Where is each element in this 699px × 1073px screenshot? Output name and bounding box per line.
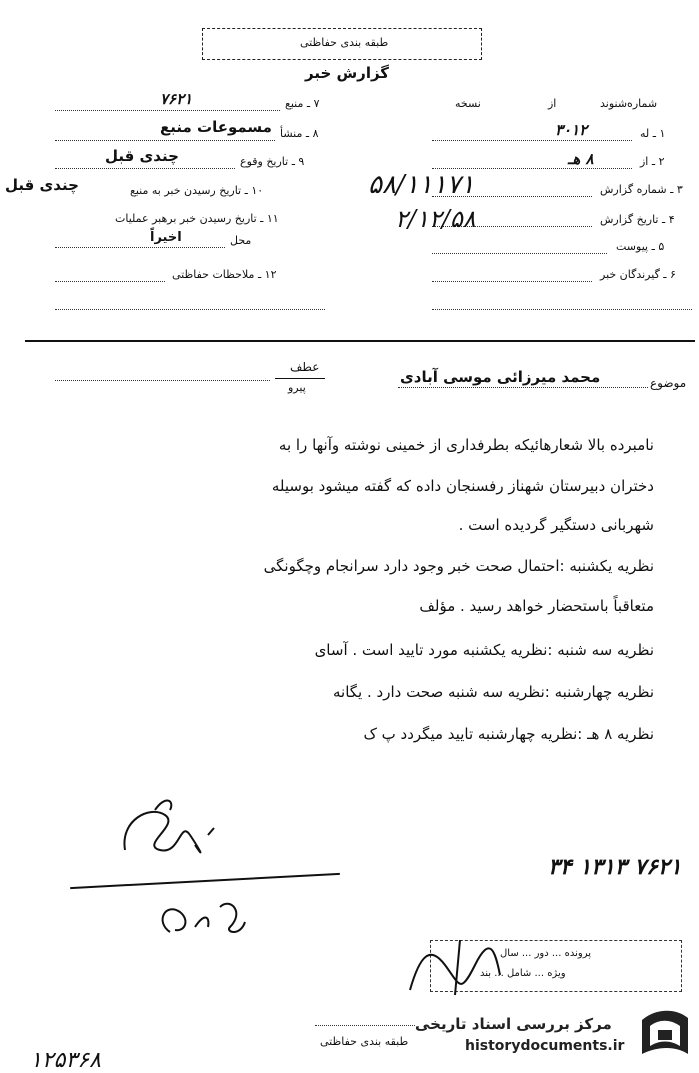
file-box-row1: پرونده ... دور ... سال xyxy=(500,948,591,959)
right-field-3-value: ۵۸/۱۱۱۷۱ xyxy=(368,170,475,200)
file-box-row2: ویژه ... شامل ... بند xyxy=(480,968,566,979)
body-line-6: نظریه سه شنبه :نظریه یکشنبه مورد تایید است . آسای xyxy=(314,641,654,659)
body-line-4: نظریه یکشنبه :احتمال صحت خبر وجود دارد سرانجام وچگونگی xyxy=(263,557,654,575)
subject-value: محمد میرزائی موسی آبادی xyxy=(400,368,601,386)
right-field-4-label: ۴ ـ تاریخ گزارش xyxy=(600,213,675,226)
right-field-0-label: شماره‌شنوند xyxy=(600,97,658,110)
watermark-site: historydocuments.ir xyxy=(465,1038,625,1054)
left-field-6-label: ۱۲ ـ ملاحظات حفاظتی xyxy=(172,268,277,281)
right-field-2-label: ۲ ـ از xyxy=(640,155,665,168)
subject-label: موضوع xyxy=(650,376,687,390)
follow-label: پیرو xyxy=(288,381,306,394)
left-field-3-label: ۱۰ ـ تاریخ رسیدن خبر به منبع xyxy=(130,184,264,197)
classification-bottom: طبقه بندی حفاظتی xyxy=(320,1035,409,1048)
ref-fraction-line xyxy=(275,378,325,379)
ref-label: عطف xyxy=(290,360,320,374)
left-field-1-label: ۸ ـ منشأ xyxy=(280,127,319,140)
right-field-3-label: ۳ ـ شماره گزارش xyxy=(600,183,683,196)
body-line-1: نامبرده بالا شعارهائیکه بطرفداری از خمینی نوشته وآنها را به xyxy=(278,436,654,454)
right-field-0-from: از xyxy=(548,97,557,110)
left-field-5-label: محل xyxy=(230,234,252,247)
right-field-1-label: ۱ ـ له xyxy=(640,127,666,140)
left-field-0-value: ۷۶۲۱ xyxy=(160,90,193,108)
body-line-7: نظریه چهارشنبه :نظریه سه شنبه صحت دارد . یگانه xyxy=(332,683,654,701)
body-line-3: شهربانی دستگیر گردیده است . xyxy=(458,516,654,534)
handwritten-ref-number: ۷۶۲۱ ۱۳۱۳ ۳۴ xyxy=(548,854,682,880)
right-field-6-label: ۶ ـ گیرندگان خبر xyxy=(600,268,676,281)
right-field-0-copy: نسخه xyxy=(455,97,481,110)
watermark-center-name: مرکز بررسی اسناد تاریخی xyxy=(415,1015,612,1033)
form-title: گزارش خبر xyxy=(305,64,390,82)
right-field-5-label: ۵ ـ پیوست xyxy=(616,240,665,253)
left-field-0-label: ۷ ـ منبع xyxy=(285,97,320,110)
left-field-1-value: مسموعات منبع xyxy=(160,118,272,136)
left-field-4-label: ۱۱ ـ تاریخ رسیدن خبر برهبر عملیات xyxy=(115,212,279,225)
separator-line xyxy=(25,340,695,342)
classification-top: طبقه بندی حفاظتی xyxy=(300,36,389,49)
archive-logo-icon xyxy=(636,1008,692,1060)
body-line-2: دختران دبیرستان شهناز رفسنجان داده که گفته میشود بوسیله xyxy=(271,477,654,495)
body-line-8: نظریه ۸ هـ :نظریه چهارشنبه تایید میگردد پ ک xyxy=(363,725,654,743)
left-field-2-value: چندی قبل xyxy=(105,147,179,165)
left-field-5-value: اخیراً xyxy=(150,230,182,245)
right-field-4-value: ۲/۱۲/۵۸ xyxy=(395,205,476,233)
document-number: ۱۲۵۳۶۸ xyxy=(30,1048,101,1073)
left-field-3-value: چندی قبل xyxy=(5,176,79,194)
right-field-1-value: ۳۰۱۲ xyxy=(555,121,588,139)
body-line-5: متعاقباً باستحضار خواهد رسید . مؤلف xyxy=(419,597,654,615)
handwritten-signature-1 xyxy=(110,790,230,880)
handwritten-signature-2 xyxy=(150,892,260,952)
box-signature xyxy=(400,935,510,1005)
right-field-2-value: ۸ هـ xyxy=(568,150,594,168)
left-field-2-label: ۹ ـ تاریخ وقوع xyxy=(240,155,305,168)
